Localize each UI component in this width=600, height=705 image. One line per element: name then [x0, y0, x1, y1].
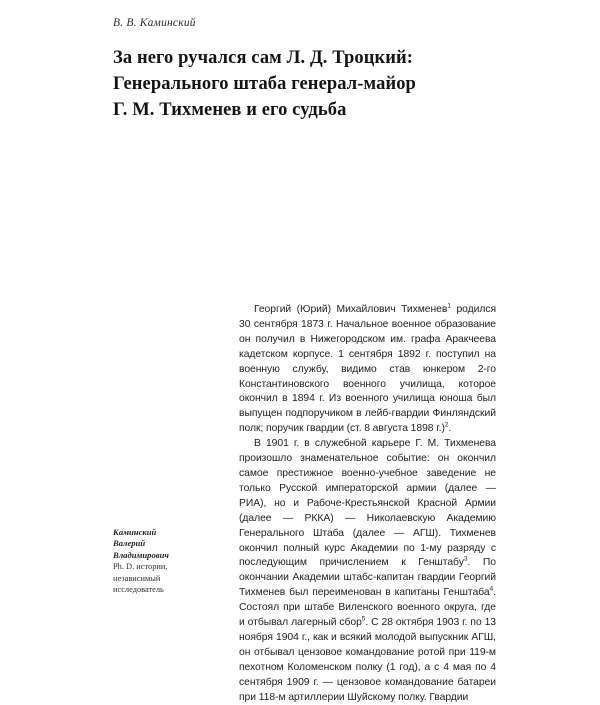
- para2-seg2: . По окончании Академии штабс-капитан гвардии Георгий Тихменев был переименован в капитаны Генштаба: [239, 557, 497, 599]
- footnote-marker-4[interactable]: 4: [489, 585, 494, 593]
- footnote-marker-2[interactable]: 2: [444, 421, 449, 429]
- body-paragraph-2: [239, 437, 496, 705]
- author-bio-desc-line-3: исследователь: [113, 584, 164, 594]
- footnote-marker-1[interactable]: 1: [447, 302, 451, 310]
- title-line-3: Г. М. Тихменев и его судьба: [113, 100, 347, 120]
- article-body: [239, 303, 496, 705]
- author-bio-name-line-3: Владимирович: [113, 549, 169, 560]
- footnote-marker-3[interactable]: 3: [463, 555, 468, 563]
- para1-seg1: Георгий (Юрий) Михайлович Тихменев: [254, 304, 448, 315]
- author-bio-name: [113, 527, 218, 561]
- body-paragraph-1: [239, 303, 496, 437]
- author-bio-description: [113, 561, 218, 595]
- author-bio-name-line-2: Валерий: [113, 538, 146, 549]
- page-title: [113, 45, 503, 123]
- title-line-1: За него ручался сам Л. Д. Троцкий:: [113, 48, 413, 68]
- para1-seg3: .: [448, 423, 452, 435]
- author-bio-desc-line-1: Ph. D. истории,: [113, 562, 168, 572]
- author-bio-desc-line-2: независимый: [113, 573, 161, 583]
- title-line-2: Генерального штаба генерал-майор: [113, 74, 416, 94]
- running-head-author: В. В. Каминский: [113, 17, 196, 29]
- author-bio-sidebar: [113, 527, 218, 595]
- para1-seg2: родился 30 сентября 1873 г. Начальное военное образование он получил в Нижегородском им. графа Аракчеева кадетском корпусе. 1 сентября 1892 г. поступил на военную службу, видимо став юнкером 2-го Константиновского военного училища, которое окончил в 1894 г. Из военного училища юноша был выпущен подпоручиком в лейб-гвардии Финляндский полк; поручик гвардии (ст. 8 августа 1898 г.): [239, 304, 496, 435]
- para2-seg1: В 1901 г. в служебной карьере Г. М. Тихменева произошло знаменательное событие: он окончил самое престижное военно-учебное заведение не только Русской императорской армии (далее — РИА), но и Рабоче-Крестьянской Красной Армии (далее — РККА) — Николаевскую Академию Генерального Штаба (далее — АГШ). Тихменев окончил полный курс Академии по 1-му разряду с последующим причислением к Генштабу: [239, 438, 496, 569]
- para2-seg4: . С 28 октября 1903 г. по 13 ноября 1904 г., как и всякий молодой выпускник АГШ, он отбывал цензовое командование ротой при 119-м пехотном Коломенском полку (1 год), а с 4 мая по 4 сентября 1909 г. — цензовое командование батареи при 118-м артиллерии Шуйскому полку. Гвардии: [239, 617, 496, 703]
- author-bio-name-line-1: Каминский: [113, 527, 157, 537]
- footnote-marker-5[interactable]: 5: [361, 615, 366, 623]
- para2-seg3: . Состоял при штабе Виленского военного округа, где и отбывал лагерный сбор: [239, 587, 496, 629]
